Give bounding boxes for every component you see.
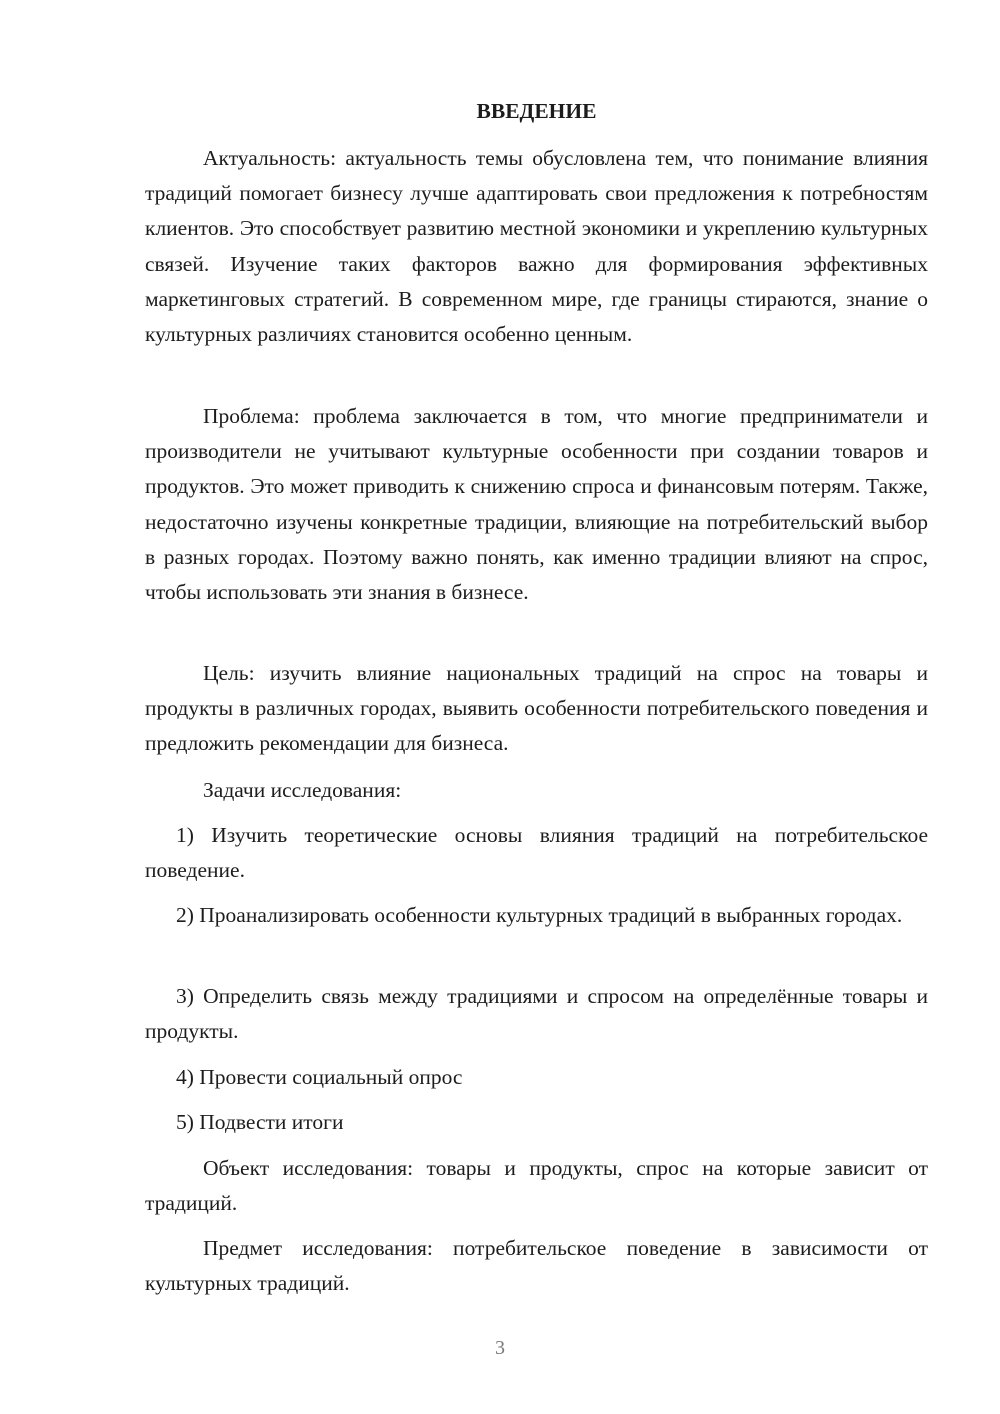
task-item-3: 3) Определить связь между традициями и спросом на определённые товары и продукты.	[145, 984, 928, 1044]
paragraph-problem: Проблема: проблема заключается в том, что многие предприниматели и производители не учитывают культурные особенности при создании товаров и продуктов. Это может приводить к снижению спроса и финансовым потерям. Также, недостаточно изучены конкретные традиции, влияющие на потребительский выбор в разных городах. Поэтому важно понять, как именно традиции влияют на спрос, чтобы использовать эти знания в бизнесе.	[145, 404, 928, 605]
task-item-2: 2) Проанализировать особенности культурных традиций в выбранных городах.	[176, 903, 903, 927]
page-number: 3	[495, 1337, 505, 1359]
paragraph-goal: Цель: изучить влияние национальных традиций на спрос на товары и продукты в различных городах, выявить особенности потребительского поведения и предложить рекомендации для бизнеса.	[145, 661, 928, 756]
task-item-4: 4) Провести социальный опрос	[176, 1065, 463, 1089]
paragraph-object: Объект исследования: товары и продукты, спрос на которые зависит от традиций.	[145, 1156, 928, 1216]
page-title: ВВЕДЕНИЕ	[476, 99, 597, 123]
paragraph-relevance: Актуальность: актуальность темы обусловлена тем, что понимание влияния традиций помогает бизнесу лучше адаптировать свои предложения к потребностям клиентов. Это способствует развитию местной экономики и укреплению культурных связей. Изучение таких факторов важно для формирования эффективных маркетинговых стратегий. В современном мире, где границы стираются, знание о культурных различиях становится особенно ценным.	[145, 146, 928, 347]
tasks-heading: Задачи исследования:	[203, 778, 402, 802]
task-item-5: 5) Подвести итоги	[176, 1110, 344, 1134]
task-item-1: 1) Изучить теоретические основы влияния традиций на потребительское поведение.	[145, 823, 928, 883]
paragraph-subject: Предмет исследования: потребительское поведение в зависимости от культурных традиций.	[145, 1236, 928, 1296]
